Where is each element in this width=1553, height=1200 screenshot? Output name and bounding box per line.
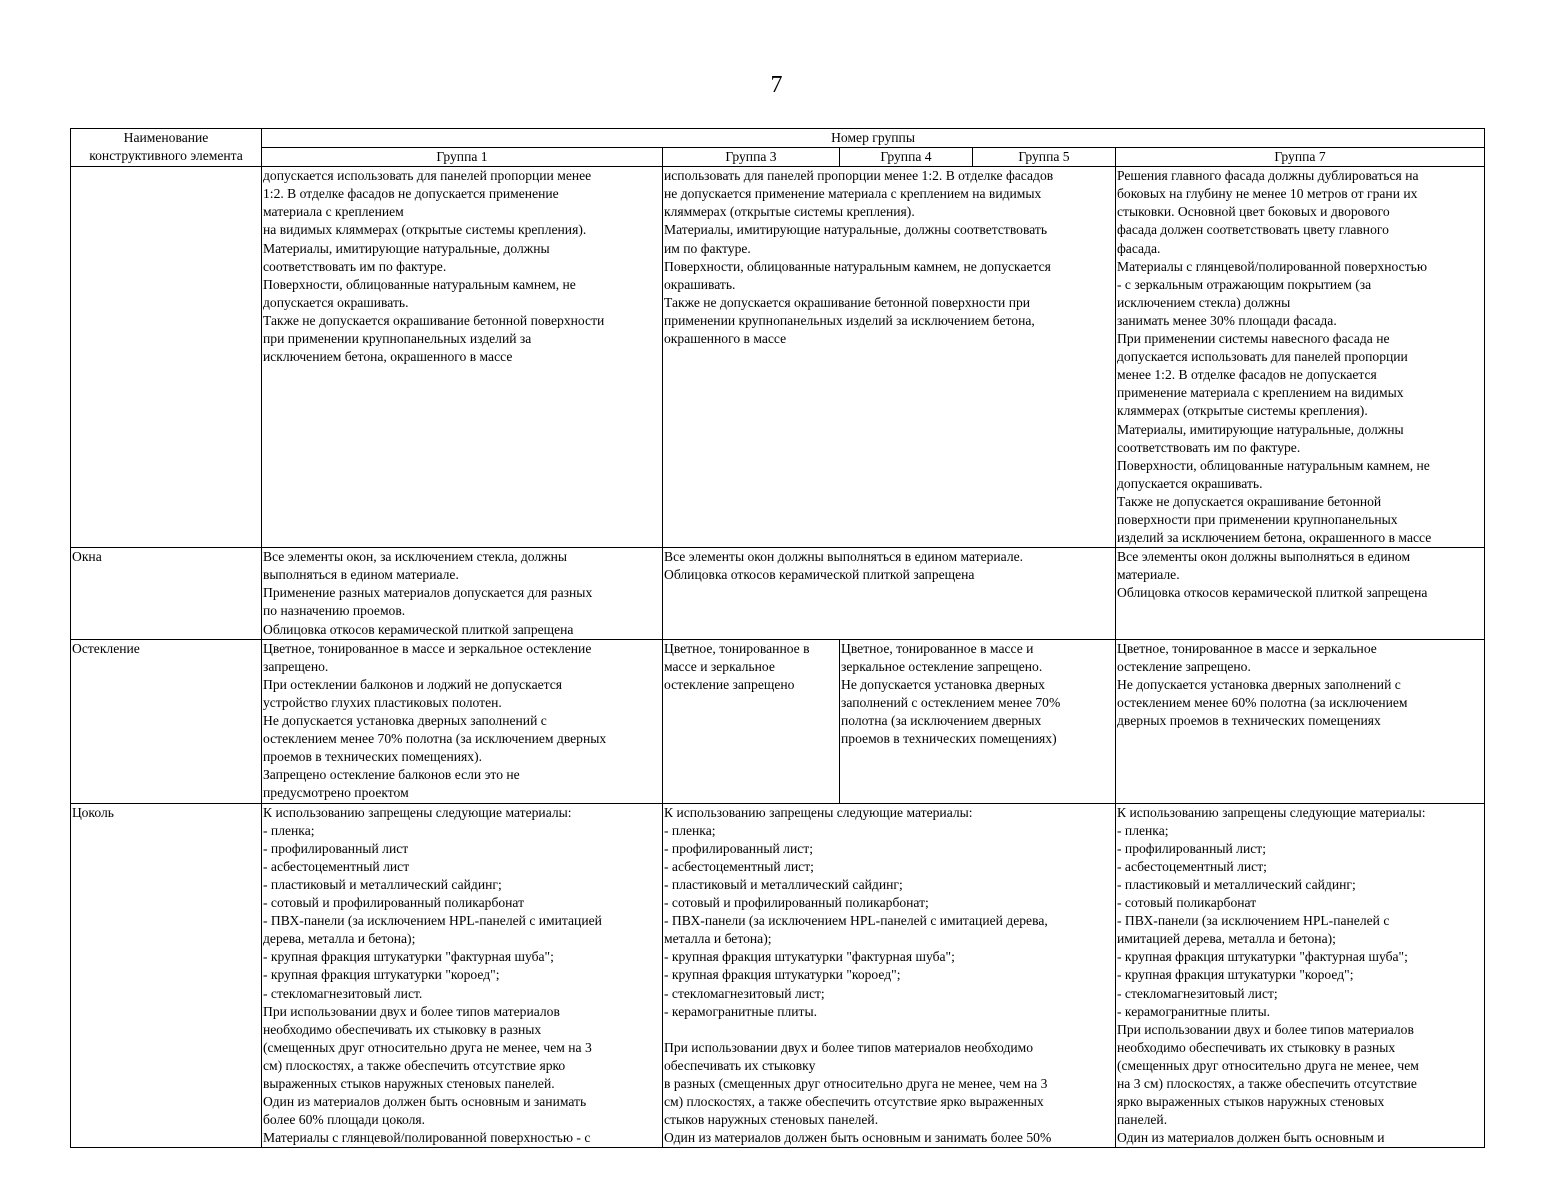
text-line: поверхности при применении крупнопанельных	[1117, 511, 1398, 527]
text-line: - пленка;	[1117, 822, 1169, 838]
text-line: имитацией дерева, металла и бетона);	[1117, 931, 1336, 947]
text-line: К использованию запрещены следующие материалы:	[1117, 804, 1426, 820]
group-3-5-cell	[663, 548, 1116, 639]
text-line: дверных проемов в технических помещениях	[1117, 713, 1381, 728]
text-line: (смещенных друг относительно друга не менее, чем	[1117, 1057, 1419, 1073]
text-line: Также не допускается окрашивание бетонной поверхности	[263, 312, 605, 328]
text-line: при применении крупнопанельных изделий за	[263, 331, 532, 347]
element-name-header	[71, 129, 262, 167]
text-line: полотна (за исключением дверных	[841, 713, 1042, 728]
text-line: панелей.	[1117, 1112, 1168, 1128]
text-line: окрашивать.	[664, 276, 736, 292]
text-line: материале.	[1117, 567, 1180, 583]
text-line: остеклением менее 70% полотна (за исключением дверных	[263, 731, 607, 747]
text-line: на 3 см) плоскостях, а также обеспечить отсутствие	[1117, 1076, 1417, 1092]
text-line: - асбестоцементный лист;	[664, 858, 814, 874]
header-row-1	[71, 129, 1485, 148]
text-line: применении крупнопанельных изделий за исключением бетона,	[664, 312, 1035, 328]
text-line: в разных (смещенных друг относительно друга не менее, чем на 3	[664, 1076, 1048, 1092]
text-line: - крупная фракция штукатурки "короед";	[263, 967, 500, 983]
element-name-cell: Окна	[71, 548, 262, 639]
text-line: устройство глухих пластиковых полотен.	[263, 694, 502, 710]
text-line: - пластиковый и металлический сайдинг;	[1117, 877, 1356, 892]
text-line: К использованию запрещены следующие материалы:	[263, 804, 572, 820]
text-line: изделий за исключением бетона, окрашенного в массе	[1117, 530, 1432, 546]
text-line: Не допускается установка дверных заполнений с	[263, 713, 547, 728]
text-line: - профилированный лист;	[1117, 840, 1266, 856]
text-line: материала с креплением	[263, 204, 404, 220]
text-line: Поверхности, облицованные натуральным камнем, не	[263, 276, 576, 292]
text-line: - ПВХ-панели (за исключением HPL-панелей с имитацией	[263, 913, 602, 929]
text-line: - стекломагнезитовый лист;	[664, 985, 825, 1001]
text-line: зеркальное остекление запрещено.	[841, 658, 1043, 674]
text-line: При использовании двух и более типов материалов	[263, 1003, 560, 1019]
group-3-5-cell	[663, 167, 1116, 548]
text-line: - крупная фракция штукатурки "фактурная шуба";	[263, 949, 554, 965]
table-row-plinth	[71, 803, 1485, 1148]
text-line: - ПВХ-панели (за исключением HPL-панелей с	[1117, 913, 1390, 929]
group-3-5-cell	[663, 803, 1116, 1148]
text-line: - пластиковый и металлический сайдинг;	[664, 877, 903, 892]
text-line: - пластиковый и металлический сайдинг;	[263, 877, 502, 892]
group-5-header: Группа 5	[973, 148, 1116, 167]
text-line: окрашенного в массе	[664, 331, 787, 347]
text-line: - пленка;	[263, 822, 315, 838]
text-line: остекление запрещено.	[1117, 658, 1251, 674]
text-line: исключением стекла) должны	[1117, 294, 1291, 310]
text-line: - стекломагнезитовый лист;	[1117, 985, 1278, 1001]
text-line: предусмотрено проектом	[263, 785, 409, 801]
text-line: кляммерах (открытые системы крепления).	[664, 204, 915, 220]
text-line: Не допускается установка дверных	[841, 676, 1045, 692]
text-line: см) плоскостях, а также обеспечить отсутствие ярко	[263, 1057, 566, 1073]
text-line: Все элементы окон, за исключением стекла, должны	[263, 549, 568, 565]
text-line: стыковки. Основной цвет боковых и дворового	[1117, 204, 1390, 220]
text-line: При использовании двух и более типов материалов необходимо	[664, 1039, 1034, 1055]
text-line: Все элементы окон должны выполняться в едином материале.	[664, 549, 1024, 565]
group-number-header: Номер группы	[262, 129, 1485, 148]
group-1-cell	[262, 803, 663, 1148]
table-row-glazing	[71, 639, 1485, 803]
text-line: Цветное, тонированное в массе и зеркальное остекление	[263, 640, 592, 656]
element-name-cell: Остекление	[71, 639, 262, 803]
text-line: - крупная фракция штукатурки "фактурная шуба";	[664, 949, 955, 965]
text-line: - ПВХ-панели (за исключением HPL-панелей с имитацией дерева,	[664, 913, 1048, 929]
text-line: выраженных стыков наружных стеновых панелей.	[263, 1076, 555, 1092]
text-line: - сотовый поликарбонат	[1117, 895, 1257, 911]
text-line: на видимых кляммерах (открытые системы крепления).	[263, 222, 587, 238]
text-line: см) плоскостях, а также обеспечить отсутствие ярко выраженных	[664, 1094, 1044, 1110]
text-line: запрещено.	[263, 658, 329, 674]
text-line: допускается окрашивать.	[1117, 475, 1263, 491]
text-line: Материалы с глянцевой/полированной поверхностью - с	[263, 1130, 591, 1146]
text-line: Облицовка откосов керамической плиткой запрещена	[263, 621, 574, 637]
text-line: по назначению проемов.	[263, 603, 406, 619]
text-line: Также не допускается окрашивание бетонной поверхности при	[664, 294, 1031, 310]
text-line: - профилированный лист	[263, 840, 409, 856]
text-line: ярко выраженных стыков наружных стеновых	[1117, 1094, 1385, 1110]
text-line: Запрещено остекление балконов если это не	[263, 767, 520, 783]
text-line: Цветное, тонированное в	[664, 640, 810, 656]
text-line: Один из материалов должен быть основным и	[1117, 1130, 1385, 1146]
text-line: При использовании двух и более типов материалов	[1117, 1021, 1414, 1037]
text-line: - с зеркальным отражающим покрытием (за	[1117, 276, 1372, 292]
text-line: Также не допускается окрашивание бетонной	[1117, 493, 1382, 509]
text-line: - асбестоцементный лист;	[1117, 858, 1267, 874]
text-line: Решения главного фасада должны дублироваться на	[1117, 168, 1419, 184]
header-row-2	[71, 148, 1485, 167]
text-line: - асбестоцементный лист	[263, 858, 410, 874]
group-3-cell	[663, 639, 840, 803]
text-line: проемов в технических помещениях)	[841, 731, 1057, 747]
text-line: остекление запрещено	[664, 676, 795, 692]
text-line: При применении системы навесного фасада не	[1117, 331, 1390, 347]
text-line: проемов в технических помещениях).	[263, 749, 483, 765]
text-line: - крупная фракция штукатурки "короед";	[1117, 967, 1354, 983]
text-line: исключением бетона, окрашенного в массе	[263, 349, 513, 365]
text-line: боковых на глубину не менее 10 метров от грани их	[1117, 186, 1418, 202]
text-line: массе и зеркальное	[664, 658, 775, 674]
text-line: заполнений с остеклением менее 70%	[841, 694, 1061, 710]
text-line: необходимо обеспечивать их стыковку в разных	[1117, 1039, 1396, 1055]
text-line: фасада должен соответствовать цвету главного	[1117, 222, 1389, 238]
element-name-header-line-1: Наименование	[123, 130, 209, 145]
group-7-cell	[1116, 167, 1485, 548]
text-line: Материалы, имитирующие натуральные, должны	[1117, 421, 1404, 437]
text-line: им по фактуре.	[664, 240, 751, 256]
text-line: Применение разных материалов допускается для разных	[263, 585, 593, 601]
text-line: Материалы, имитирующие натуральные, должны соответствовать	[664, 222, 1048, 238]
requirements-table	[70, 128, 1485, 1148]
text-line: выполняться в едином материале.	[263, 567, 459, 583]
table-row-windows	[71, 548, 1485, 639]
text-line: занимать менее 30% площади фасада.	[1117, 312, 1337, 328]
text-line: кляммерах (открытые системы крепления).	[1117, 403, 1368, 419]
text-line: обеспечивать их стыковку	[664, 1057, 816, 1073]
text-line: - крупная фракция штукатурки "фактурная шуба";	[1117, 949, 1408, 965]
text-line: соответствовать им по фактуре.	[263, 258, 447, 274]
text-line: стыков наружных стеновых панелей.	[664, 1112, 879, 1128]
text-line: применение материала с креплением на видимых	[1117, 385, 1404, 401]
text-line: Один из материалов должен быть основным и занимать	[263, 1094, 587, 1110]
text-line: Облицовка откосов керамической плиткой запрещена	[1117, 585, 1428, 601]
text-line: фасада.	[1117, 240, 1161, 256]
text-line: Один из материалов должен быть основным и занимать более 50%	[664, 1130, 1052, 1146]
text-line: (смещенных друг относительно друга не менее, чем на 3	[263, 1039, 592, 1055]
text-line: Цветное, тонированное в массе и зеркальное	[1117, 640, 1377, 656]
text-line: - стекломагнезитовый лист.	[263, 985, 423, 1001]
group-1-header: Группа 1	[262, 148, 663, 167]
group-4-header: Группа 4	[840, 148, 973, 167]
page-number: 7	[770, 72, 783, 98]
text-line: Облицовка откосов керамической плиткой запрещена	[664, 567, 975, 583]
text-line: - сотовый и профилированный поликарбонат;	[664, 895, 929, 911]
text-line: более 60% площади цоколя.	[263, 1112, 426, 1128]
group-3-header: Группа 3	[663, 148, 840, 167]
group-7-cell	[1116, 803, 1485, 1148]
text-line: использовать для панелей пропорции менее 1:2. В отделке фасадов	[664, 168, 1054, 184]
group-4-5-cell	[840, 639, 1116, 803]
text-line: - пленка;	[664, 822, 716, 838]
text-line: - керамогранитные плиты.	[1117, 1003, 1270, 1019]
text-line: - крупная фракция штукатурки "короед";	[664, 967, 901, 983]
text-line: Поверхности, облицованные натуральным камнем, не допускается	[664, 258, 1051, 274]
element-name-cell	[71, 167, 262, 548]
text-line: допускается использовать для панелей пропорции	[1117, 349, 1408, 365]
text-line: Цветное, тонированное в массе и	[841, 640, 1034, 656]
text-line: - профилированный лист;	[664, 840, 813, 856]
group-7-cell	[1116, 639, 1485, 803]
text-line: К использованию запрещены следующие материалы:	[664, 804, 973, 820]
group-1-cell	[262, 639, 663, 803]
group-1-cell	[262, 548, 663, 639]
text-line: допускается использовать для панелей пропорции менее	[263, 168, 592, 184]
group-1-cell	[262, 167, 663, 548]
text-line: Не допускается установка дверных заполнений с	[1117, 676, 1401, 692]
group-7-header: Группа 7	[1116, 148, 1485, 167]
text-line: соответствовать им по фактуре.	[1117, 439, 1301, 455]
element-name-cell: Цоколь	[71, 803, 262, 1148]
element-name-header-line-2: конструктивного элемента	[89, 148, 243, 164]
text-line: - керамогранитные плиты.	[664, 1003, 817, 1019]
table-row-facade	[71, 167, 1485, 548]
text-line: менее 1:2. В отделке фасадов не допускается	[1117, 367, 1377, 383]
text-line: не допускается применение материала с креплением на видимых	[664, 186, 1042, 202]
text-line: дерева, металла и бетона);	[263, 931, 416, 947]
text-line: При остеклении балконов и лоджий не допускается	[263, 676, 563, 692]
text-line	[664, 1021, 1114, 1039]
text-line: Все элементы окон должны выполняться в едином	[1117, 549, 1411, 565]
text-line: необходимо обеспечивать их стыковку в разных	[263, 1021, 542, 1037]
text-line: 1:2. В отделке фасадов не допускается применение	[263, 186, 559, 202]
text-line: остеклением менее 60% полотна (за исключением	[1117, 694, 1408, 710]
text-line: Поверхности, облицованные натуральным камнем, не	[1117, 457, 1430, 473]
text-line: металла и бетона);	[664, 931, 772, 947]
text-line: Материалы с глянцевой/полированной поверхностью	[1117, 258, 1428, 274]
group-7-cell	[1116, 548, 1485, 639]
text-line: Материалы, имитирующие натуральные, должны	[263, 240, 550, 256]
text-line: допускается окрашивать.	[263, 294, 409, 310]
text-line: - сотовый и профилированный поликарбонат	[263, 895, 525, 911]
